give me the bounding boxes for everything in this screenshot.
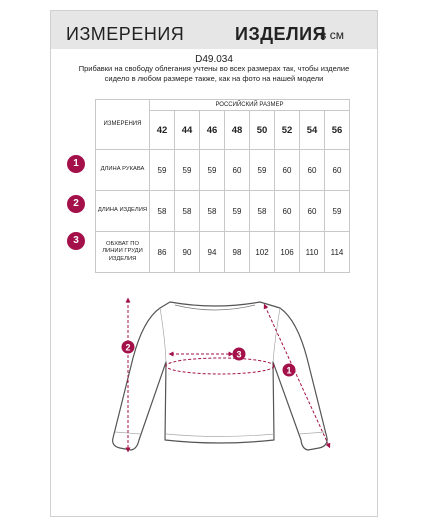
diagram-marker-1	[283, 364, 296, 377]
size-cell: 42	[150, 111, 175, 150]
table-row	[96, 191, 350, 232]
table-row	[96, 232, 350, 273]
row-marker-2: 2	[67, 195, 85, 213]
table-cell: 58	[200, 191, 225, 232]
fit-note: Прибавки на свободу облегания учтены во всех размерах так, чтобы изделие сидело в любом размере также, как на фото на нашей модели	[78, 64, 350, 83]
measurements-header: ИЗМЕРЕНИЯ	[96, 100, 150, 150]
row-label-garment-length: ДЛИНА ИЗДЕЛИЯ	[96, 191, 150, 232]
table-cell: 60	[275, 150, 300, 191]
table-cell: 60	[300, 191, 325, 232]
svg-text:1: 1	[286, 365, 292, 376]
article-number: D49.034	[195, 54, 233, 65]
table-cell: 59	[200, 150, 225, 191]
size-cell: 54	[300, 111, 325, 150]
diagram-marker-2	[122, 341, 135, 354]
row-marker-3: 3	[67, 232, 85, 250]
table-cell: 59	[175, 150, 200, 191]
size-cell: 46	[200, 111, 225, 150]
table-cell: 90	[175, 232, 200, 273]
table-cell: 58	[175, 191, 200, 232]
size-cell: 52	[275, 111, 300, 150]
table-cell: 98	[225, 232, 250, 273]
diagram-marker-3	[233, 348, 246, 361]
table-cell: 59	[325, 191, 350, 232]
table-cell: 60	[275, 191, 300, 232]
header-title-measurements: ИЗМЕРЕНИЯ	[66, 24, 185, 44]
table-cell: 110	[300, 232, 325, 273]
size-cell: 56	[325, 111, 350, 150]
size-cell: 48	[225, 111, 250, 150]
sweater-outline	[113, 302, 327, 450]
table-cell: 60	[325, 150, 350, 191]
row-marker-1: 1	[67, 155, 85, 173]
table-cell: 58	[250, 191, 275, 232]
row-label-chest-girth: ОБХВАТ ПО ЛИНИИ ГРУДИ ИЗДЕЛИЯ	[96, 232, 150, 273]
table-cell: 60	[300, 150, 325, 191]
table-cell: 102	[250, 232, 275, 273]
svg-text:3: 3	[236, 349, 242, 360]
table-cell: 59	[225, 191, 250, 232]
table-cell: 94	[200, 232, 225, 273]
table-cell: 106	[275, 232, 300, 273]
table-cell: 59	[150, 150, 175, 191]
sweater-diagram	[95, 288, 345, 458]
table-group-header-row	[96, 100, 350, 111]
table-cell: 86	[150, 232, 175, 273]
russian-size-header: РОССИЙСКИЙ РАЗМЕР	[150, 100, 350, 111]
table-cell: 58	[150, 191, 175, 232]
size-cell: 44	[175, 111, 200, 150]
header-title-garment: ИЗДЕЛИЯ	[235, 24, 327, 44]
table-cell: 59	[250, 150, 275, 191]
size-table	[95, 99, 350, 273]
size-cell: 50	[250, 111, 275, 150]
table-row	[96, 150, 350, 191]
row-label-sleeve-length: ДЛИНА РУКАВА	[96, 150, 150, 191]
header-unit: в см	[320, 28, 344, 42]
svg-text:2: 2	[125, 342, 131, 353]
table-cell: 60	[225, 150, 250, 191]
table-cell: 114	[325, 232, 350, 273]
